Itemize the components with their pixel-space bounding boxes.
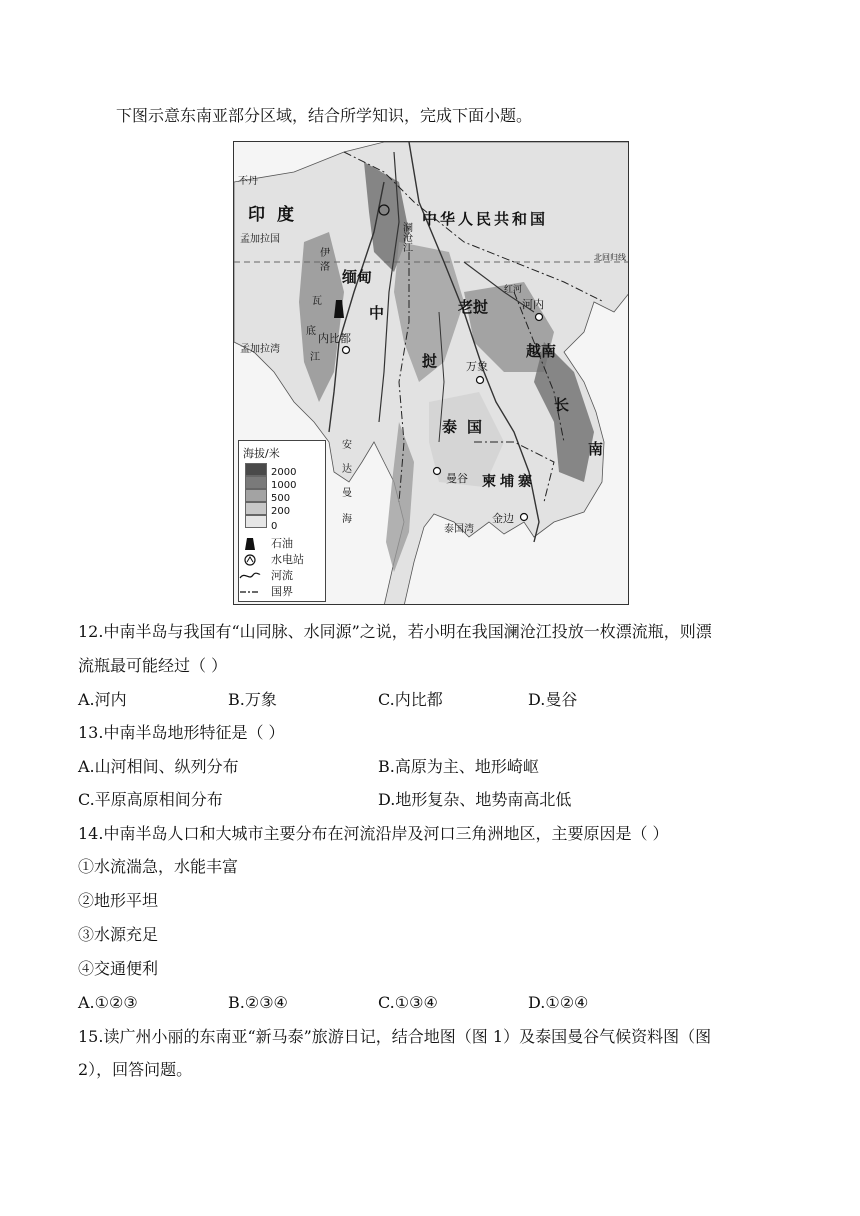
q12-option-a[interactable]: A.河内 — [78, 690, 127, 709]
label-irrawaddy-4: 底 — [306, 326, 316, 337]
question-13-text: 13.中南半岛地形特征是（ ） — [78, 723, 285, 742]
label-lancang: 澜沧江 — [400, 222, 412, 252]
question-12-text-line2: 流瓶最可能经过（ ） — [78, 656, 228, 675]
legend-border-label: 国界 — [271, 585, 293, 598]
legend-hydro-icon — [239, 553, 261, 567]
label-bangladesh: 孟加拉国 — [240, 234, 280, 245]
label-andaman-4: 海 — [342, 514, 352, 525]
legend-swatch-500 — [245, 489, 267, 502]
legend-hydro-label: 水电站 — [271, 553, 304, 566]
legend-tick-2000: 2000 — [271, 467, 297, 478]
legend-swatch-200 — [245, 502, 267, 515]
q14-option-a[interactable]: A.①②③ — [78, 993, 138, 1012]
legend-tick-1000: 1000 — [271, 480, 297, 491]
city-naypyidaw-marker — [343, 347, 350, 354]
q12-option-d[interactable]: D.曼谷 — [528, 690, 578, 709]
q13-option-a[interactable]: A.山河相间、纵列分布 — [78, 757, 239, 776]
legend-river-icon — [239, 569, 261, 583]
legend-tick-0: 0 — [271, 521, 278, 532]
label-irrawaddy-1: 伊 — [320, 248, 330, 259]
map-legend — [238, 440, 326, 602]
label-laos-2: 挝 — [422, 352, 438, 370]
legend-title: 海拔/米 — [243, 447, 280, 460]
label-vientiane: 万象 — [466, 360, 488, 373]
q14-statement-1: ①水流湍急，水能丰富 — [78, 857, 239, 876]
q14-statement-2: ②地形平坦 — [78, 891, 159, 910]
legend-swatch-2000 — [245, 463, 267, 476]
city-hanoi-marker — [536, 314, 543, 321]
label-annamite-1: 长 — [554, 396, 570, 414]
city-bangkok-marker — [434, 468, 441, 475]
q14-option-c[interactable]: C.①③④ — [378, 993, 438, 1012]
label-phnom-penh: 金边 — [492, 512, 514, 525]
label-irrawaddy-2: 洛 — [320, 262, 330, 273]
label-laos: 老挝 — [458, 298, 489, 316]
q14-option-d[interactable]: D.①②④ — [528, 993, 589, 1012]
label-india: 印度 — [248, 205, 306, 225]
label-tropic: 北回归线 — [594, 253, 626, 262]
legend-oil-icon — [239, 537, 261, 551]
label-red-river: 红河 — [504, 285, 523, 295]
question-12-text: 12.中南半岛与我国有“山同脉、水同源”之说，若小明在我国澜沧江投放一枚漂流瓶，则漂 — [78, 622, 712, 641]
q13-option-c[interactable]: C.平原高原相间分布 — [78, 790, 223, 809]
intro-text: 下图示意东南亚部分区域，结合所学知识，完成下面小题。 — [116, 106, 533, 125]
q12-option-b[interactable]: B.万象 — [228, 690, 277, 709]
label-china: 中华人民共和国 — [422, 210, 549, 228]
legend-oil-label: 石油 — [271, 537, 293, 550]
label-andaman-3: 曼 — [342, 488, 352, 499]
legend-tick-500: 500 — [271, 493, 291, 504]
q14-statement-3: ③水源充足 — [78, 925, 159, 944]
legend-swatch-1000 — [245, 476, 267, 489]
label-bay-bengal: 孟加拉湾 — [240, 344, 280, 355]
label-thailand: 泰国 — [442, 418, 493, 436]
q13-option-d[interactable]: D.地形复杂、地势南高北低 — [378, 790, 572, 809]
label-myanmar-mid: 中 — [369, 304, 385, 322]
q13-option-b[interactable]: B.高原为主、地形崎岖 — [378, 757, 539, 776]
label-andaman-2: 达 — [342, 464, 352, 475]
question-15-text-line2: 2），回答问题。 — [78, 1060, 193, 1079]
label-vietnam-2: 南 — [588, 440, 604, 458]
q12-option-c[interactable]: C.内比都 — [378, 690, 443, 709]
label-gulf-thailand: 泰国湾 — [444, 524, 474, 535]
q14-option-b[interactable]: B.②③④ — [228, 993, 288, 1012]
southeast-asia-map — [233, 141, 629, 605]
label-andaman-1: 安 — [342, 440, 352, 451]
label-naypyidaw: 内比都 — [318, 332, 351, 345]
question-14-text: 14.中南半岛人口和大城市主要分布在河流沿岸及河口三角洲地区，主要原因是（ ） — [78, 824, 669, 843]
legend-tick-200: 200 — [271, 506, 291, 517]
city-vientiane-marker — [477, 377, 484, 384]
label-bhutan: 不丹 — [238, 176, 258, 187]
label-irrawaddy-3: 瓦 — [312, 296, 322, 307]
legend-river-label: 河流 — [271, 569, 293, 582]
label-bangkok: 曼谷 — [446, 472, 468, 485]
legend-border-icon — [239, 585, 261, 599]
label-irrawaddy-5: 江 — [310, 352, 320, 363]
question-15-text: 15.读广州小丽的东南亚“新马泰”旅游日记，结合地图（图 1）及泰国曼谷气候资料图（图 — [78, 1027, 712, 1046]
label-vietnam: 越南 — [526, 342, 557, 360]
legend-swatch-0 — [245, 515, 267, 528]
label-myanmar: 缅甸 — [342, 268, 373, 286]
q14-statement-4: ④交通便利 — [78, 959, 159, 978]
city-phnom-penh-marker — [521, 514, 528, 521]
label-hanoi: 河内 — [522, 298, 544, 311]
label-cambodia: 柬埔寨 — [482, 474, 536, 490]
